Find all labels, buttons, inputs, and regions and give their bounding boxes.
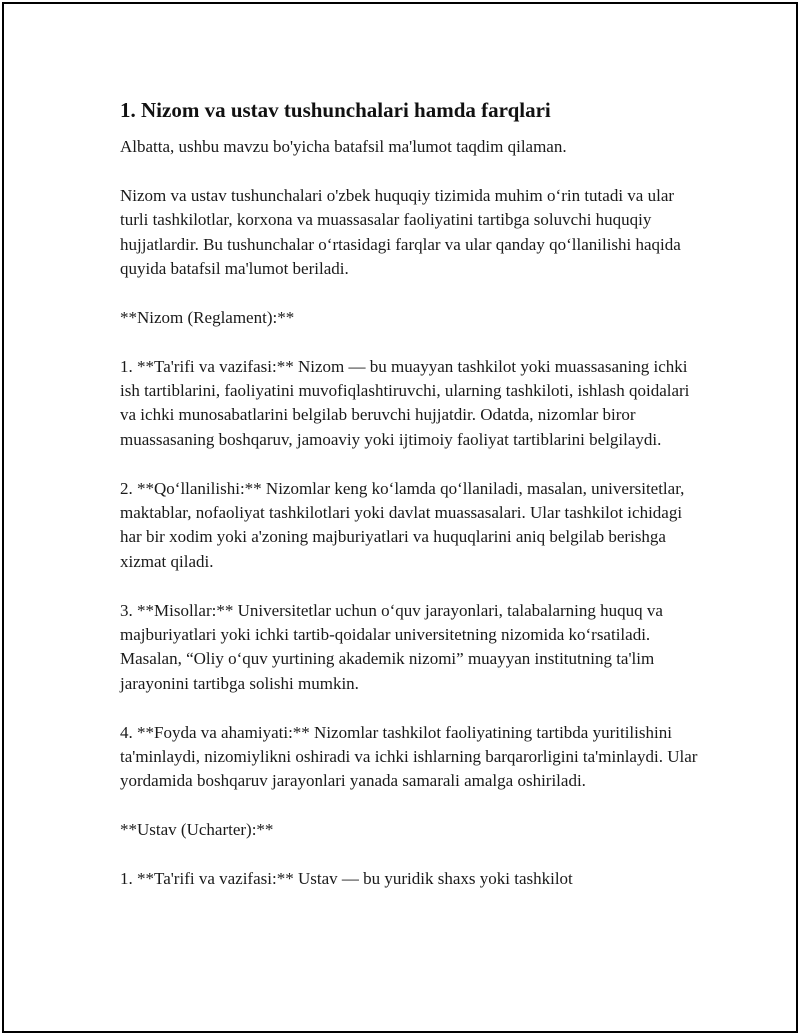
document-title: 1. Nizom va ustav tushunchalari hamda farqlari [120, 98, 551, 122]
nizom-heading: **Nizom (Reglament):** [120, 307, 295, 327]
nizom-usage-paragraph: 2. **Qo‘llanilishi:** Nizomlar keng ko‘lamda qo‘llaniladi, masalan, universitetlar, maktablar, nofaoliyat tashkilotlari yoki davlat muassasalari. Ular tashkilot ichidagi har bir xodim yoki a'zoning majburiyatlari va huquqlarini aniq belgilab berishga xizmat qiladi. [120, 478, 685, 571]
document-body [120, 97, 700, 916]
page-frame [2, 2, 798, 1033]
nizom-examples-paragraph: 3. **Misollar:** Universitetlar uchun o‘quv jarayonlari, talabalarning huquq va majburiyatlari yoki ichki tartib-qoidalar universitetning nizomida ko‘rsatiladi. Masalan, “Oliy o‘quv yurtining akademik nizomi” muayyan institutning ta'lim jarayonini tartibga solishi mumkin. [120, 600, 663, 693]
nizom-benefits-paragraph: 4. **Foyda va ahamiyati:** Nizomlar tashkilot faoliyatining tartibda yuritilishini ta'minlaydi, nizomiylikni oshiradi va ichki ishlarning barqarorligini ta'minlaydi. Ular yordamida boshqaruv jarayonlari yanada samarali amalga oshiriladi. [120, 722, 698, 791]
intro-paragraph: Albatta, ushbu mavzu bo'yicha batafsil ma'lumot taqdim qilaman. [120, 137, 567, 156]
overview-paragraph: Nizom va ustav tushunchalari o'zbek huquqiy tizimida muhim o‘rin tutadi va ular turli tashkilotlar, korxona va muassasalar faoliyatini tartibga soluvchi huquqiy hujjatlardir. Bu tushunchalar o‘rtasidagi farqlar va ular qanday qo‘llanilishi haqida quyida batafsil ma'lumot beriladi. [120, 185, 681, 279]
nizom-definition-paragraph: 1. **Ta'rifi va vazifasi:** Nizom — bu muayyan tashkilot yoki muassasaning ichki ish tartiblarini, faoliyatini muvofiqlashtiruvchi, ularning tashkiloti, ishlash qoidalari va ichki munosabatlarini belgilab beruvchi hujjatdir. Odatda, nizomlar biror muassasaning boshqaruv, jamoaviy yoki ijtimoiy faoliyat tartiblarini belgilaydi. [120, 356, 690, 449]
ustav-heading: **Ustav (Ucharter):** [120, 820, 274, 840]
ustav-definition-paragraph: 1. **Ta'rifi va vazifasi:** Ustav — bu yuridik shaxs yoki tashkilot [120, 869, 573, 889]
